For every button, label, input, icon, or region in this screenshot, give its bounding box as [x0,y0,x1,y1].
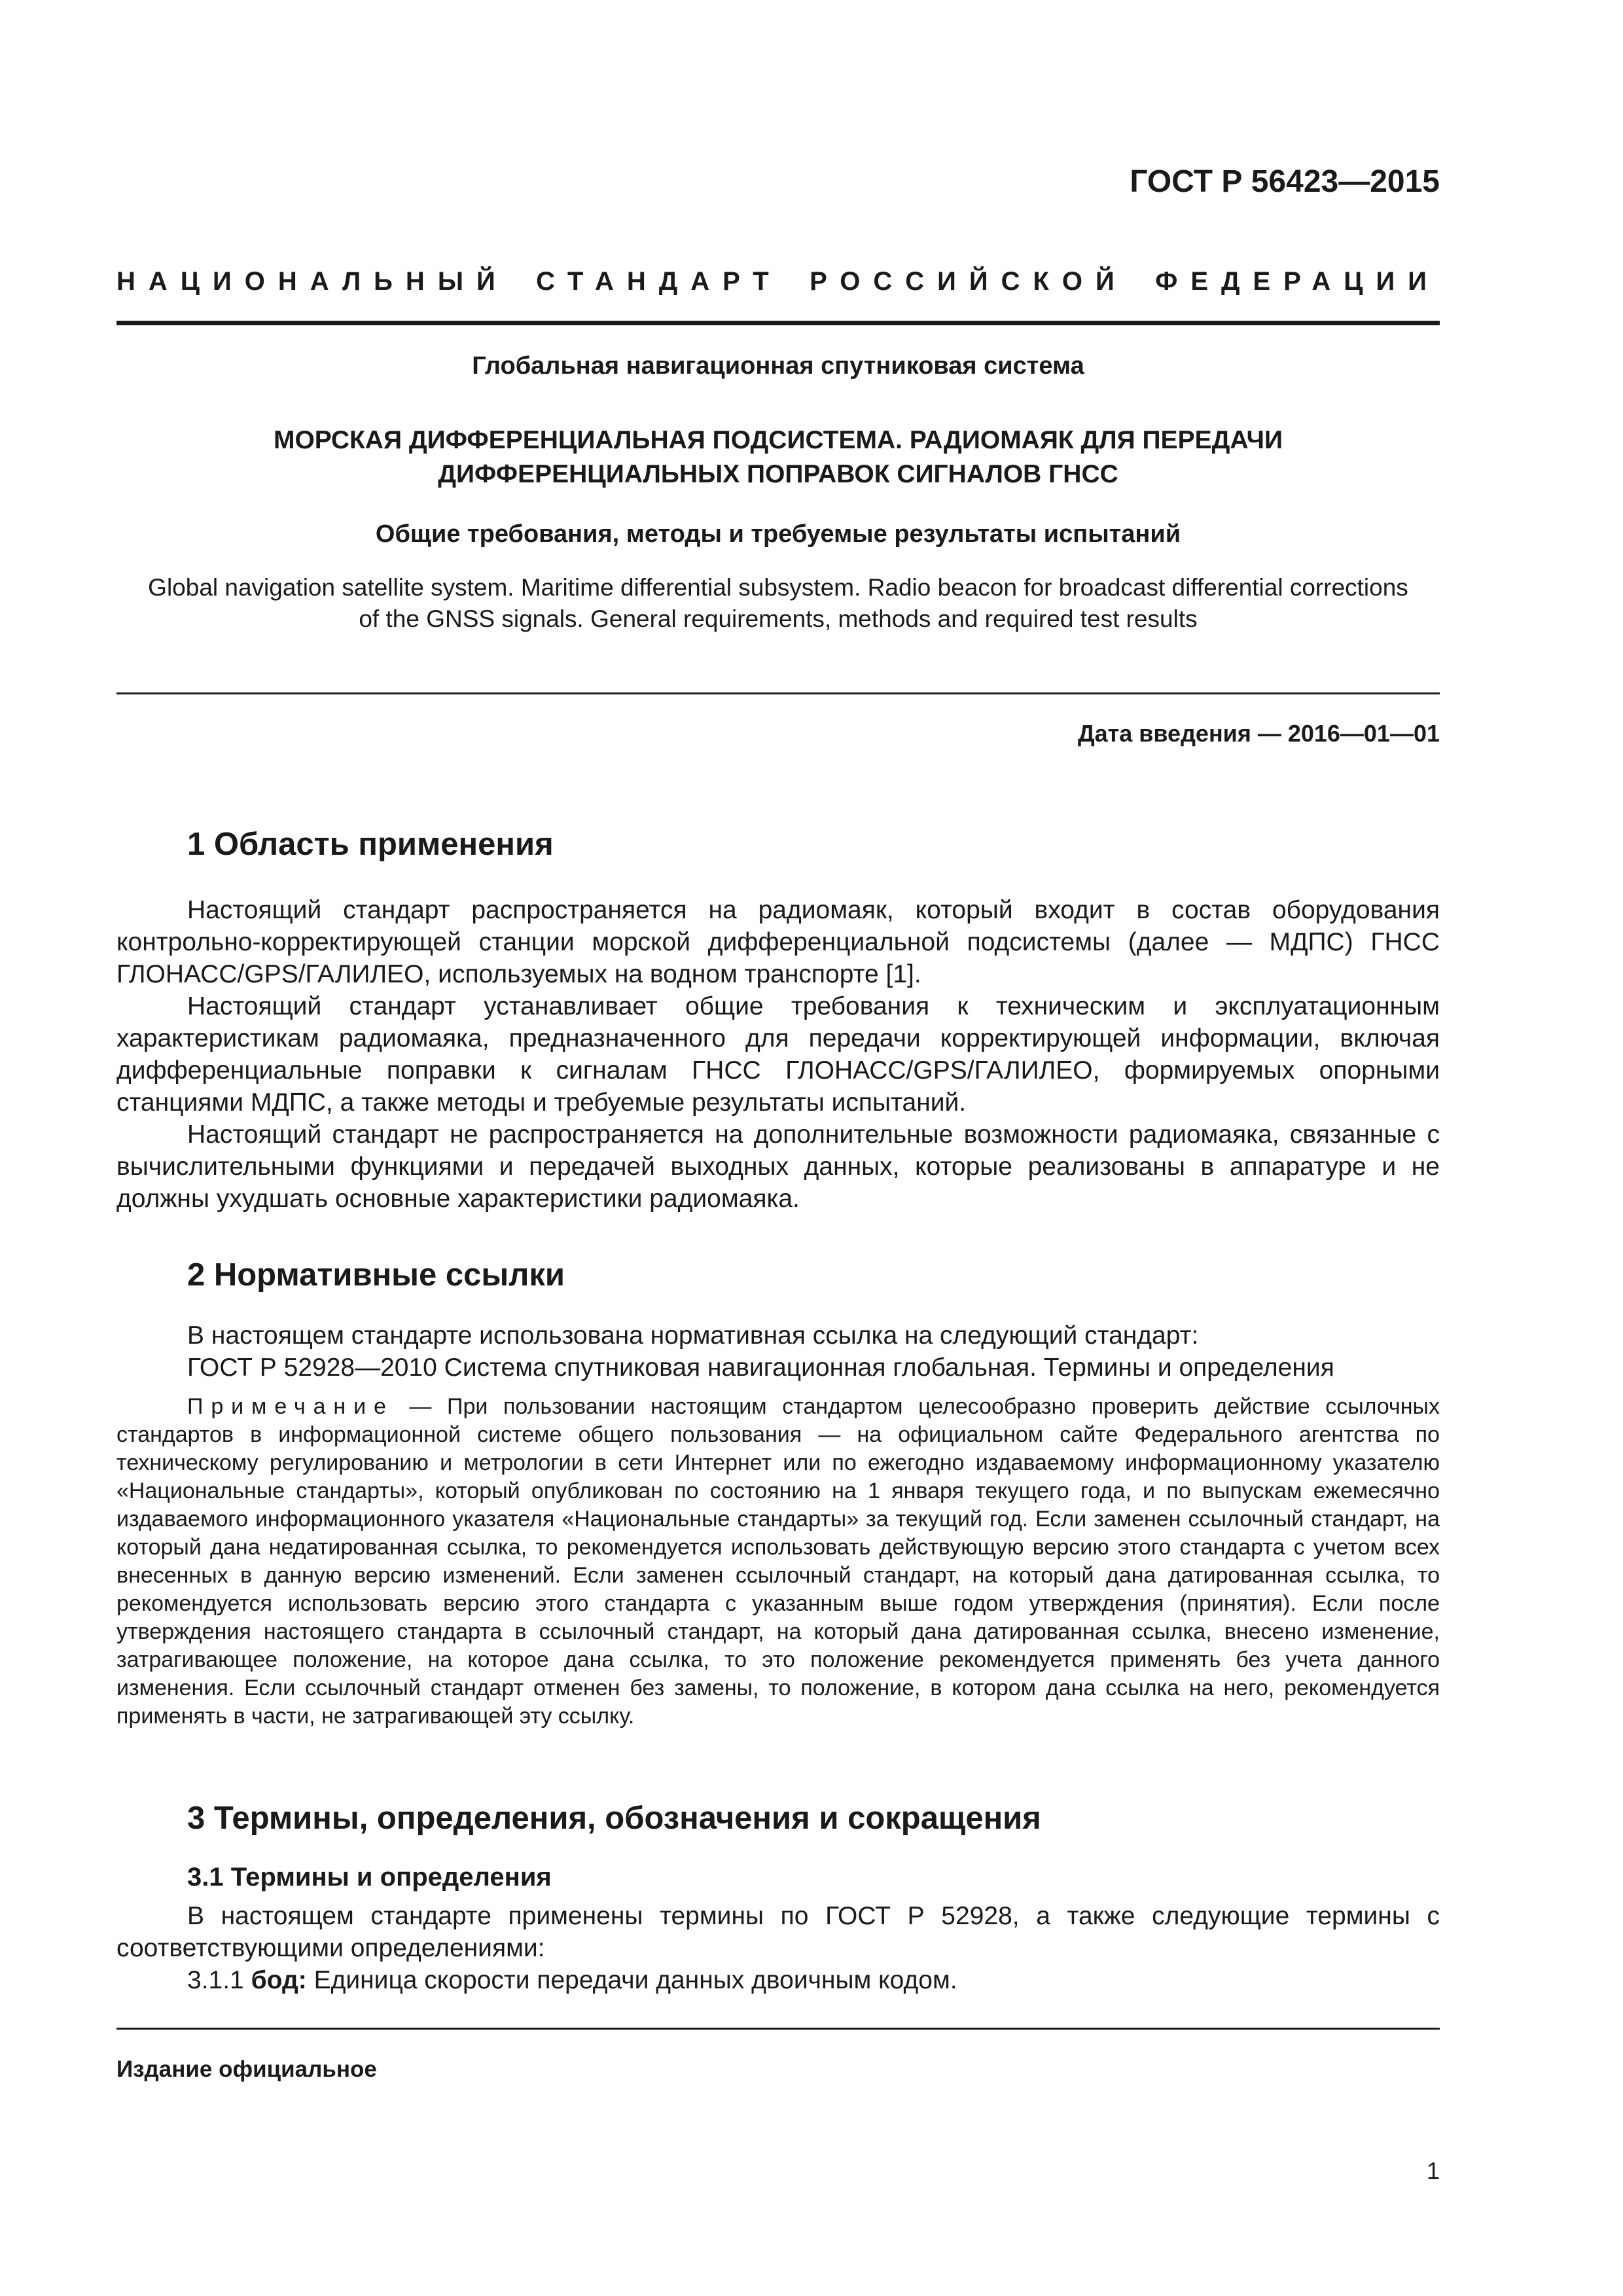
title-block [116,347,1440,635]
title-main-line: ДИФФЕРЕНЦИАЛЬНЫХ ПОПРАВОК СИГНАЛОВ ГНСС [438,460,1118,488]
banner-word: РОССИЙСКОЙ [810,267,1128,296]
page-number: 1 [1426,2157,1440,2184]
banner-word: НАЦИОНАЛЬНЫЙ [116,267,508,296]
title-system: Глобальная навигационная спутниковая система [472,352,1084,380]
paragraph: В настоящем стандарте применены термины по ГОСТ Р 52928, а также следующие термины с соответствующими определениями: [116,1902,1440,1962]
section-heading: 3 Термины, определения, обозначения и сокращения [187,1801,1041,1836]
title-subtitle: Общие требования, методы и требуемые результаты испытаний [375,520,1181,548]
document-page [116,0,1440,2296]
term-definition: Единица скорости передачи данных двоичным кодом. [306,1966,957,1994]
paragraph: Настоящий стандарт не распространяется на дополнительные возможности радиомаяка, связанные с вычислительными функциями и передачей выходных данных, которые реализованы в аппаратуре и не должны ухудшать основные характеристики радиомаяка. [116,1121,1440,1213]
section-heading: 2 Нормативные ссылки [187,1257,565,1293]
section-heading: 1 Область применения [187,827,554,862]
section-normative-references [116,1257,1440,1731]
note-text: — При пользовании настоящим стандартом целесообразно проверить действие ссылочных стандартов в информационной системе общего пользования — на официальном сайте Федерального агентства по техническому регулированию и метрологии в сети Интернет или по ежегодно издаваемому информационному указателю «Национальные стандарты», который опубликован по состоянию на 1 января текущего года, и по выпускам ежемесячно издаваемого информационного указателя «Национальные стандарты» за текущий год. Если заменен ссылочный стандарт, на который дана недатированная ссылка, то рекомендуется использовать действующую версию этого стандарта с учетом всех внесенных в данную версию изменений. Если заменен ссылочный стандарт, на который дана датированная ссылка, то рекомендуется использовать версию этого стандарта с указанным выше годом утверждения (принятия). Если после утверждения настоящего стандарта в ссылочный стандарт, на который дана датированная ссылка, внесено изменение, затрагивающее положение, на которое дана ссылка, то это положение рекомендуется применять без учета данного изменения. Если ссылочный стандарт отменен без замены, то положение, в котором дана ссылка на него, рекомендуется применять в части, не затрагивающей эту ссылку. [116,1394,1440,1729]
subsection-heading: 3.1 Термины и определения [187,1863,552,1892]
section-terms [116,1800,1440,1996]
title-main-line: МОРСКАЯ ДИФФЕРЕНЦИАЛЬНАЯ ПОДСИСТЕМА. РАДИОМАЯК ДЛЯ ПЕРЕДАЧИ [273,426,1283,454]
reference-entry: ГОСТ Р 52928—2010 Система спутниковая навигационная глобальная. Термины и определения [187,1354,1334,1382]
term-number: 3.1.1 [187,1966,251,1994]
document-number: ГОСТ Р 56423—2015 [1130,164,1440,199]
paragraph: Настоящий стандарт распространяется на радиомаяк, который входит в состав оборудования контрольно-корректирующей станции морской дифференциальной подсистемы (далее — МДПС) ГНСС ГЛОНАСС/GPS/ГАЛИЛЕО, используемых на водном транспорте [1]. [116,896,1440,988]
term-entry [116,1964,1440,1996]
title-english-line: of the GNSS signals. General requirements, methods and required test results [359,605,1198,632]
national-standard-banner [116,267,1440,296]
banner-word: СТАНДАРТ [536,267,782,296]
paragraph: В настоящем стандарте использована нормативная ссылка на следующий стандарт: [187,1321,1199,1350]
note-label: Примечание [187,1394,394,1419]
title-english-line: Global navigation satellite system. Maritime differential subsystem. Radio beacon for broadcast differential corrections [148,574,1408,601]
title-english [116,572,1440,635]
footer-divider [116,2028,1440,2030]
title-divider [116,692,1440,694]
note [116,1393,1440,1731]
banner-word: ФЕДЕРАЦИИ [1155,267,1440,296]
paragraph: Настоящий стандарт устанавливает общие требования к техническим и эксплуатационным характеристикам радиомаяка, предназначенного для передачи корректирующей информации, включая дифференциальные поправки к сигналам ГНСС ГЛОНАСС/GPS/ГАЛИЛЕО, формируемых опорными станциями МДПС, а также методы и требуемые результаты испытаний. [116,992,1440,1117]
title-main [116,423,1440,492]
introduction-date: Дата введения — 2016—01—01 [1077,720,1440,747]
edition-label: Издание официальное [116,2056,377,2082]
section-scope [116,826,1440,1215]
term-label: бод: [251,1966,307,1994]
header-divider [116,321,1440,325]
